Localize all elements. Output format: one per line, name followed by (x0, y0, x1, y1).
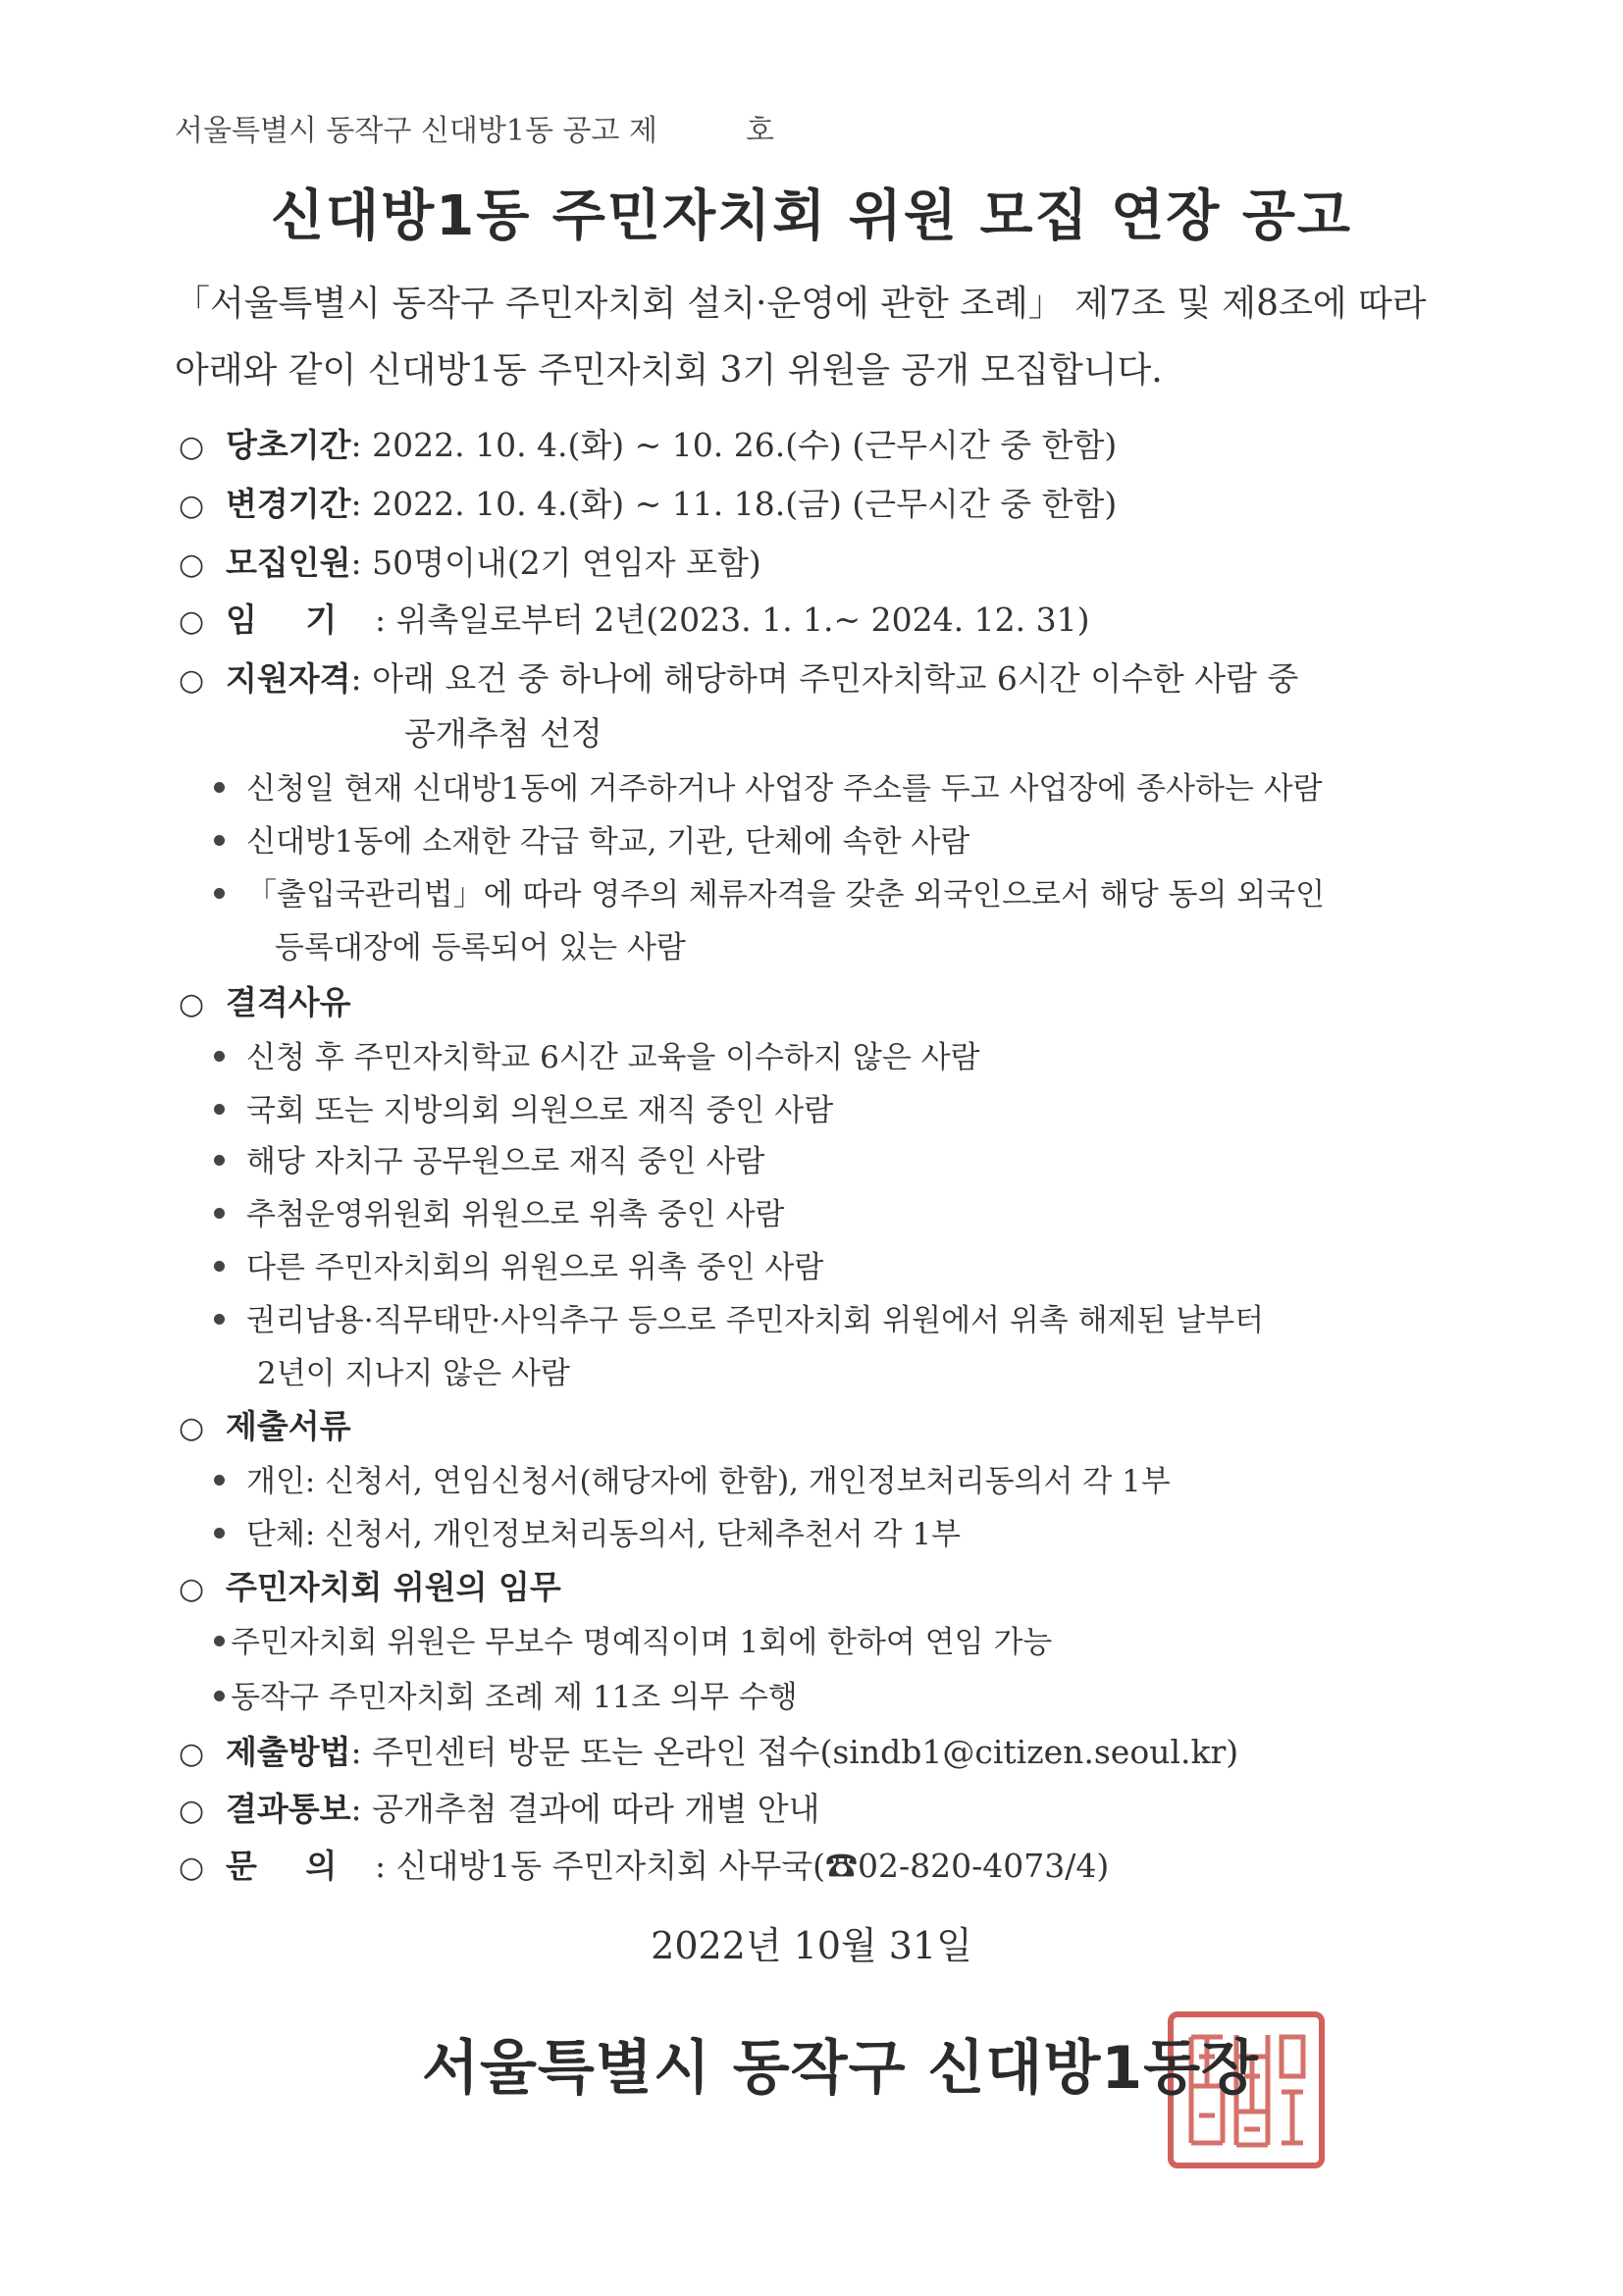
eligibility-value: : 아래 요건 중 하나에 해당하며 주민자치학교 6시간 이수한 사람 중 (350, 659, 1299, 698)
submission-value: : 주민센터 방문 또는 온라인 접수(sindb1@citizen.seoul.kr) (350, 1733, 1239, 1771)
eligibility-value-continued: 공개추첨 선정 (404, 714, 602, 753)
result-label: 결과통보 (226, 1790, 351, 1828)
circle-bullet-icon: ○ (179, 987, 205, 1021)
duties-label: 주민자치회 위원의 임무 (226, 1568, 561, 1606)
term-row (179, 595, 1089, 641)
list-item: 신청일 현재 신대방1동에 거주하거나 사업장 주소를 두고 사업장에 종사하는 사람 (214, 763, 1323, 808)
circle-bullet-icon: ○ (179, 1737, 205, 1771)
bullet-dot-icon (214, 1636, 225, 1646)
changed-period-label: 변경기간 (226, 485, 351, 523)
list-item: 개인: 신청서, 연임신청서(해당자에 한함), 개인정보처리동의서 각 1부 (214, 1456, 1171, 1500)
result-value: : 공개추첨 결과에 따라 개별 안내 (350, 1790, 820, 1828)
term-value: : 위촉일로부터 2년(2023. 1. 1.~ 2024. 12. 31) (375, 600, 1090, 639)
circle-bullet-icon: ○ (179, 604, 205, 639)
circle-bullet-icon: ○ (179, 1851, 205, 1885)
list-item: 국회 또는 지방의회 의원으로 재직 중인 사람 (214, 1085, 833, 1129)
bullet-dot-icon (214, 888, 225, 899)
bullet-dot-icon (214, 835, 225, 846)
bullet-dot-icon (214, 1691, 225, 1701)
disqualification-row (179, 977, 351, 1023)
list-item-continued: 등록대장에 등록되어 있는 사람 (275, 930, 686, 965)
list-item: 추첨운영위원회 위원으로 위촉 중인 사람 (214, 1189, 785, 1233)
issue-date: 2022년 10월 31일 (651, 1924, 972, 1967)
changed-period-value: : 2022. 10. 4.(화) ~ 11. 18.(금) (근무시간 중 한함) (350, 485, 1118, 523)
original-period-label: 당초기간 (226, 426, 351, 464)
issuer-signature: 서울특별시 동작구 신대방1동장 (422, 2034, 1260, 2103)
bullet-dot-icon (214, 1314, 225, 1325)
page-title: 신대방1동 주민자치회 위원 모집 연장 공고 (270, 184, 1353, 248)
eligibility-row (179, 653, 1298, 700)
term-label: 임 기 (226, 600, 338, 639)
submission-label: 제출방법 (226, 1733, 351, 1771)
list-item: 권리남용·직무태만·사익추구 등으로 주민자치회 위원에서 위촉 해제된 날부터 (214, 1295, 1264, 1339)
recruit-count-value: : 50명이내(2기 연임자 포함) (350, 544, 761, 582)
circle-bullet-icon: ○ (179, 1411, 205, 1445)
result-row (179, 1784, 820, 1830)
recruit-count-label: 모집인원 (226, 544, 351, 582)
intro-paragraph: 「서울특별시 동작구 주민자치회 설치·운영에 관한 조례」 제7조 및 제8조에 따라 아래와 같이 신대방1동 주민자치회 3기 위원을 공개 모집합니다. (175, 284, 1427, 391)
list-item: 해당 자치구 공무원으로 재직 중인 사람 (214, 1136, 764, 1180)
documents-row (179, 1401, 351, 1447)
bullet-dot-icon (214, 1104, 225, 1115)
inquiry-label: 문 의 (226, 1847, 338, 1885)
circle-bullet-icon: ○ (179, 548, 205, 582)
circle-bullet-icon: ○ (179, 1794, 205, 1828)
documents-label: 제출서류 (226, 1407, 351, 1445)
bullet-dot-icon (214, 782, 225, 793)
notice-number-suffix: 호 (745, 114, 774, 148)
list-item: 동작구 주민자치회 조례 제 11조 의무 수행 (214, 1672, 798, 1716)
bullet-dot-icon (214, 1208, 225, 1219)
disqualification-label: 결격사유 (226, 983, 351, 1021)
list-item: 다른 주민자치회의 위원으로 위촉 중인 사람 (214, 1242, 823, 1286)
notice-number-text: 서울특별시 동작구 신대방1동 공고 제 (175, 114, 657, 148)
circle-bullet-icon: ○ (179, 489, 205, 523)
original-period-row (179, 420, 1117, 466)
list-item-continued: 2년이 지나지 않은 사람 (257, 1356, 570, 1391)
inquiry-row (179, 1841, 1109, 1887)
original-period-value: : 2022. 10. 4.(화) ~ 10. 26.(수) (근무시간 중 한함) (350, 426, 1118, 464)
notice-number (175, 106, 774, 149)
recruit-count-row (179, 538, 761, 584)
bullet-dot-icon (214, 1261, 225, 1272)
inquiry-value: : 신대방1동 주민자치회 사무국(☎02-820-4073/4) (375, 1847, 1110, 1885)
bullet-dot-icon (214, 1475, 225, 1486)
list-item: 신청 후 주민자치학교 6시간 교육을 이수하지 않은 사람 (214, 1032, 980, 1076)
circle-bullet-icon: ○ (179, 1572, 205, 1606)
duties-row (179, 1562, 561, 1608)
changed-period-row (179, 479, 1117, 525)
bullet-dot-icon (214, 1528, 225, 1539)
bullet-dot-icon (214, 1155, 225, 1166)
submission-row (179, 1727, 1238, 1773)
list-item: 「출입국관리법」에 따라 영주의 체류자격을 갖춘 외국인으로서 해당 동의 외국인 (214, 869, 1325, 913)
list-item: 신대방1동에 소재한 각급 학교, 기관, 단체에 속한 사람 (214, 816, 969, 861)
list-item: 주민자치회 위원은 무보수 명예직이며 1회에 한하여 연임 가능 (214, 1617, 1052, 1661)
bullet-dot-icon (214, 1051, 225, 1062)
circle-bullet-icon: ○ (179, 663, 205, 698)
list-item: 단체: 신청서, 개인정보처리동의서, 단체추천서 각 1부 (214, 1509, 961, 1553)
circle-bullet-icon: ○ (179, 430, 205, 464)
eligibility-label: 지원자격 (226, 659, 351, 698)
